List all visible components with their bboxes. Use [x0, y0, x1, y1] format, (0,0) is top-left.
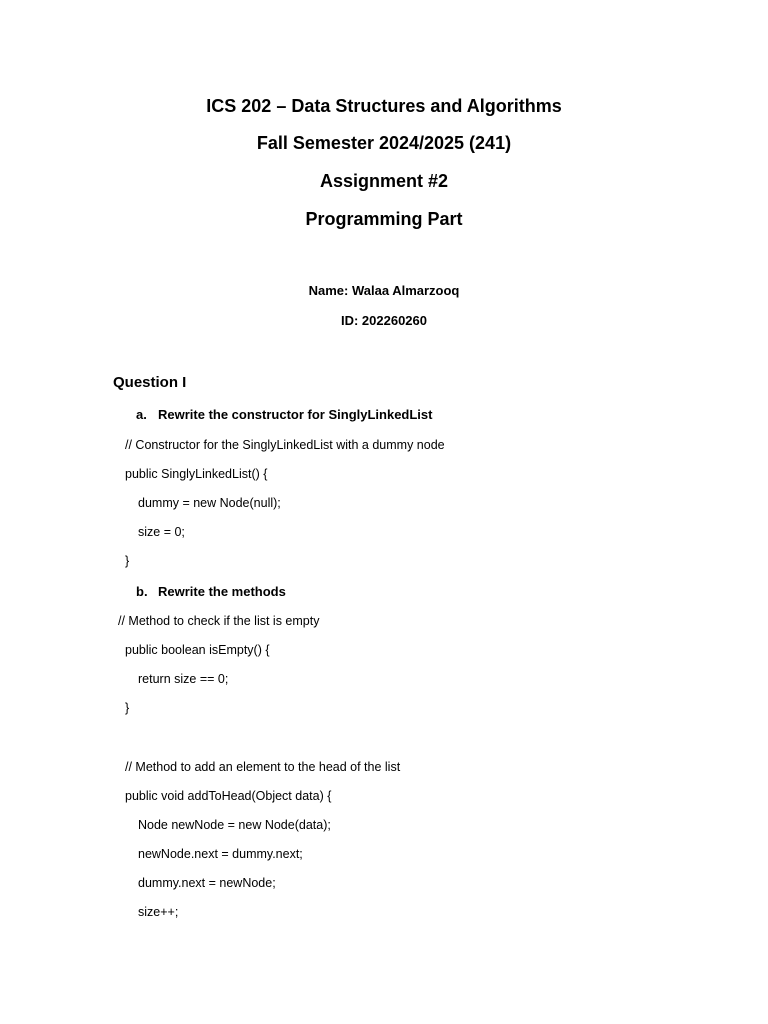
course-title: ICS 202 – Data Structures and Algorithms	[206, 96, 562, 116]
part-a-heading	[136, 406, 432, 424]
code-line: public void addToHead(Object data) {	[125, 789, 332, 803]
code-line: dummy = new Node(null);	[138, 496, 281, 510]
code-line: newNode.next = dummy.next;	[138, 847, 303, 861]
code-line: public SinglyLinkedList() {	[125, 467, 268, 481]
part-b-heading	[136, 583, 286, 601]
student-name: Name: Walaa Almarzooq	[308, 283, 460, 298]
part-a-marker: a.	[136, 407, 147, 422]
student-id: ID: 202260260	[340, 313, 427, 328]
code-comment: // Method to check if the list is empty	[118, 614, 320, 628]
code-line: dummy.next = newNode;	[138, 876, 276, 890]
code-comment: // Constructor for the SinglyLinkedList with a dummy node	[125, 438, 445, 452]
code-line: Node newNode = new Node(data);	[138, 818, 331, 832]
part-a-label: Rewrite the constructor for SinglyLinkedList	[158, 407, 433, 422]
code-comment: // Method to add an element to the head of the list	[125, 760, 401, 774]
code-line: }	[125, 554, 130, 568]
code-line: size++;	[138, 905, 179, 919]
part-b-marker: b.	[136, 584, 148, 599]
part-title: Programming Part	[305, 209, 463, 229]
question-heading: Question I	[113, 374, 187, 391]
assignment-title: Assignment #2	[319, 171, 449, 191]
code-line: public boolean isEmpty() {	[125, 643, 270, 657]
code-line: }	[125, 701, 130, 715]
code-line: return size == 0;	[138, 672, 229, 686]
semester-title: Fall Semester 2024/2025 (241)	[256, 133, 512, 153]
code-line: size = 0;	[138, 525, 185, 539]
part-b-label: Rewrite the methods	[158, 584, 286, 599]
